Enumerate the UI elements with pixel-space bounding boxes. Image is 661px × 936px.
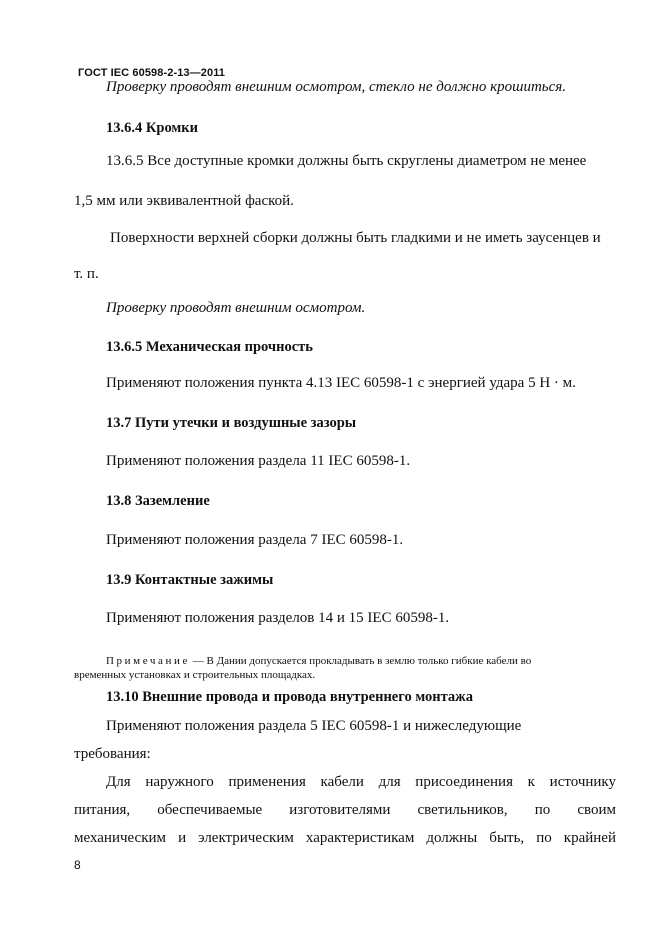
section-13-6-4-title: 13.6.4 Кромки [106,120,199,136]
note-line2: временных установках и строительных площадках. [74,669,316,681]
section-13-8-text: Применяют положения раздела 7 IEC 60598-1. [106,532,404,548]
section-13-10-title: 13.10 Внешние провода и провода внутреннего монтажа [106,689,473,705]
section-13-6-5-mechanical-text: Применяют положения пункта 4.13 IEC 60598-1 с энергией удара 5 Н · м. [106,375,576,391]
outdoor-text-line2: питания, обеспечиваемые изготовителями светильников, по своим [74,802,616,818]
surface-text-line2: т. п. [74,266,99,282]
section-13-9-title: 13.9 Контактные зажимы [106,572,274,588]
section-13-8-title: 13.8 Заземление [106,493,210,509]
outdoor-text-line1: Для наружного применения кабели для присоединения к источнику [106,774,616,790]
section-13-6-5-text-line1: 13.6.5 Все доступные кромки должны быть скруглены диаметром не менее [106,153,587,169]
page-number: 8 [74,858,81,872]
check-glass-text: Проверку проводят внешним осмотром, стекло не должно крошиться. [106,79,567,95]
check-visual-text: Проверку проводят внешним осмотром. [106,300,366,316]
note-label: Примечание [106,655,190,667]
outdoor-text-line3: механическим и электрическим характеристикам должны быть, по крайней [74,830,616,846]
document-header: ГОСТ IEC 60598-2-13—2011 [78,67,226,79]
note-text: — В Дании допускается прокладывать в землю только гибкие кабели во [192,655,532,667]
section-13-10-text-line1: Применяют положения раздела 5 IEC 60598-1 и нижеследующие [106,718,522,734]
section-13-9-text: Применяют положения разделов 14 и 15 IEC 60598-1. [106,610,450,626]
section-13-6-5-mechanical-title: 13.6.5 Механическая прочность [106,339,313,355]
note-line1 [106,654,531,668]
surface-text-line1: Поверхности верхней сборки должны быть гладкими и не иметь заусенцев и [110,230,601,246]
section-13-6-5-text-line2: 1,5 мм или эквивалентной фаской. [74,193,294,209]
section-13-7-text: Применяют положения раздела 11 IEC 60598-1. [106,453,411,469]
section-13-10-text-line2: требования: [74,746,151,762]
section-13-7-title: 13.7 Пути утечки и воздушные зазоры [106,415,357,431]
